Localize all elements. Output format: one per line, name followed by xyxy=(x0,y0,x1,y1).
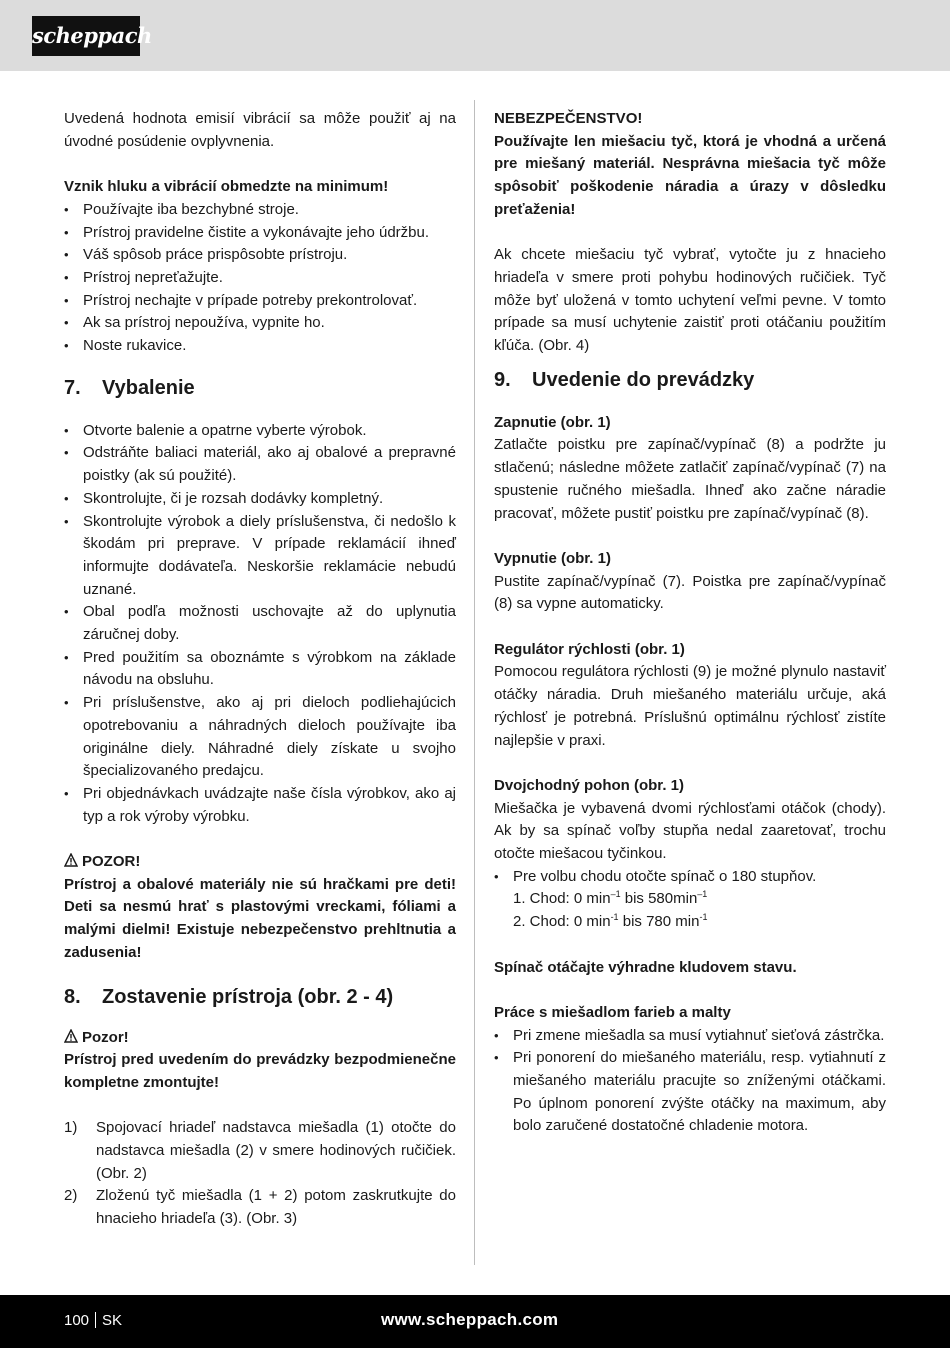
off-text: Pustite zapínač/vypínač (7). Poistka pre zapínač/vypínač (8) sa vypne automaticky. xyxy=(494,572,886,613)
noise-list xyxy=(64,199,456,358)
brand-logo: scheppach xyxy=(32,16,140,56)
list-item: • Otvorte balenie a opatrne vyberte výrobok. xyxy=(64,420,456,443)
gear-unit-sup: -1 xyxy=(610,912,619,923)
website-link[interactable]: www.scheppach.com xyxy=(381,1310,559,1329)
step-number: 1) xyxy=(64,1119,78,1137)
assembly-steps xyxy=(64,1117,456,1231)
danger-text: Používajte len miešaciu tyč, ktorá je vhodná a určená pre miešaný materiál. Nesprávna miešacia tyč môže spôsobiť poškodenie náradia a úrazy v dôsledku preťaženia! xyxy=(494,132,886,218)
page-separator xyxy=(95,1312,96,1328)
unpack-list xyxy=(64,420,456,829)
off-heading: Vypnutie (obr. 1) xyxy=(494,549,611,567)
gear-1-text: 1. Chod: 0 min xyxy=(513,890,611,908)
list-item xyxy=(64,1185,456,1230)
list-item: • Pri ponorení do miešaného materiálu, resp. vytiahnutí z miešaného materiálu pracujte so zníženými otáčkami. Po úplnom ponorení zvýšte otáčky na maximum, aby bolo zaručené dostatočné chladenie motora. xyxy=(494,1047,886,1138)
footer-bar xyxy=(0,1295,950,1348)
speed-text: Pomocou regulátora rýchlosti (9) je možné plynulo nastaviť otáčky náradia. Druh miešaného materiálu určuje, aká rýchlosť je potrebná. Príslušnú optimálnu rýchlosť zistíte najlepšie v praxi. xyxy=(494,663,886,749)
right-column xyxy=(494,108,886,1138)
step-number: 2) xyxy=(64,1187,78,1205)
list-item: • Pri príslušenstve, ako aj pri dieloch podliehajúcich opotrebovaniu a náhradných dieloch používajte iba originálne diely. Náhradné diely získate u svojho špecializovaného predajcu. xyxy=(64,692,456,783)
drive-heading: Dvojchodný pohon (obr. 1) xyxy=(494,776,684,794)
danger-label: NEBEZPEČENSTVO! xyxy=(494,110,643,127)
list-item: • Pri objednávkach uvádzajte naše čísla výrobkov, ako aj typ a rok výroby výrobku. xyxy=(64,783,456,828)
caution2-text: Prístroj pred uvedením do prevádzky bezpodmienečne kompletne zmontujte! xyxy=(64,1051,456,1091)
caution2-heading xyxy=(64,1027,456,1050)
list-item xyxy=(64,1117,456,1185)
gear-2-line xyxy=(494,911,886,934)
page-indicator xyxy=(64,1310,122,1332)
section-9-heading xyxy=(494,368,886,392)
remove-text: Ak chcete miešaciu tyč vybrať, vytočte ju z hnacieho hriadeľa v smere proti pohybu hodinových ručičiek. Tyč môže byť uložená v tomto uchytení veľmi pevne. V tomto prípade sa musí uchytenie zaistiť proti otáčaniu použitím kľúča. (Obr. 4) xyxy=(494,246,886,355)
section-number: 9. xyxy=(494,368,511,391)
gear-unit-sup: –1 xyxy=(610,889,621,900)
list-item: • Skontrolujte, či je rozsah dodávky kompletný. xyxy=(64,488,456,511)
gear-1-range: bis 580min xyxy=(620,890,698,908)
section-title: Uvedenie do prevádzky xyxy=(532,368,755,391)
list-item: • Prístroj nechajte v prípade potreby prekontrolovať. xyxy=(64,290,456,313)
list-item: • Odstráňte baliaci materiál, ako aj obalové a prepravné poistky (ak sú použité). xyxy=(64,442,456,487)
step-text: Spojovací hriadeľ nadstavca miešadla (1) otočte do nadstavca miešadla (2) v smere hodinových ručičiek. (Obr. 2) xyxy=(96,1119,456,1182)
gear-1-line xyxy=(494,888,886,911)
section-title: Zostavenie prístroja (obr. 2 - 4) xyxy=(102,985,394,1008)
on-text: Zatlačte poistku pre zapínač/vypínač (8) a podržte ju stlačenú; následne môžete zatlačiť zapínač/vypínač (7) na spustenie ručného miešadla. Ihneď ako začne náradie pracovať, môžete pustiť poistku pre zapínač/vypínač (8). xyxy=(494,436,886,522)
language-code: SK xyxy=(102,1312,123,1329)
list-item: • Noste rukavice. xyxy=(64,335,456,358)
section-number: 8. xyxy=(64,985,81,1008)
noise-heading: Vznik hluku a vibrácií obmedzte na minimum! xyxy=(64,178,389,196)
caution-text: Prístroj a obalové materiály nie sú hračkami pre deti! Deti sa nesmú hrať s plastovými vreckami, fóliami a malými dielmi! Existuje nebezpečenstvo prehltnutia a zadusenia! xyxy=(64,875,456,961)
list-item: • Prístroj nepreťažujte. xyxy=(64,267,456,290)
caution-heading xyxy=(64,851,456,874)
list-item: • Váš spôsob práce prispôsobte prístroju. xyxy=(64,244,456,267)
list-item: • Obal podľa možnosti uschovajte až do uplynutia záručnej doby. xyxy=(64,601,456,646)
warning-triangle-icon xyxy=(64,1029,78,1043)
warning-triangle-icon xyxy=(64,853,78,867)
list-item: • Prístroj pravidelne čistite a vykonávajte jeho údržbu. xyxy=(64,222,456,245)
list-item: • Používajte iba bezchybné stroje. xyxy=(64,199,456,222)
section-7-heading xyxy=(64,376,456,400)
gear-unit-sup: –1 xyxy=(697,889,708,900)
list-item: • Skontrolujte výrobok a diely príslušenstva, či nedošlo k škodám pri preprave. V prípade reklamácií ihneď informujte dodávateľa. Neskoršie reklamácie nebudú uznané. xyxy=(64,511,456,602)
switch-note: Spínač otáčajte výhradne kludovem stavu. xyxy=(494,958,797,976)
on-heading: Zapnutie (obr. 1) xyxy=(494,413,611,431)
caution2-label: Pozor! xyxy=(82,1028,129,1046)
section-number: 7. xyxy=(64,376,81,399)
left-column xyxy=(64,108,456,1231)
column-divider xyxy=(474,100,475,1265)
list-item: • Pre volbu chodu otočte spínač o 180 stupňov. xyxy=(494,866,886,889)
speed-heading: Regulátor rýchlosti (obr. 1) xyxy=(494,640,685,658)
paint-list xyxy=(494,1025,886,1139)
page-number: 100 xyxy=(64,1312,90,1329)
section-8-heading xyxy=(64,985,456,1009)
caution-label: POZOR! xyxy=(82,853,141,871)
drive-text: Miešačka je vybavená dvomi rýchlosťami otáčok (chody). Ak by sa spínač voľby stupňa nedal zaaretovať, trochu otočte miešacou tyčinkou. xyxy=(494,799,886,863)
list-item: • Pri zmene miešadla sa musí vytiahnuť sieťová zástrčka. xyxy=(494,1025,886,1048)
drive-list xyxy=(494,866,886,889)
vibration-intro: Uvedená hodnota emisií vibrácií sa môže použiť aj na úvodné posúdenie ovplyvnenia. xyxy=(64,110,456,150)
header-bar xyxy=(0,0,950,71)
step-text: Zloženú tyč miešadla (1 + 2) potom zaskrutkujte do hnacieho hriadeľa (3). (Obr. 3) xyxy=(96,1187,456,1228)
list-item: • Ak sa prístroj nepoužíva, vypnite ho. xyxy=(64,312,456,335)
gear-2-text: 2. Chod: 0 min xyxy=(513,913,611,931)
paint-heading: Práce s miešadlom farieb a malty xyxy=(494,1003,731,1021)
section-title: Vybalenie xyxy=(102,376,195,399)
list-item: • Pred použitím sa oboznámte s výrobkom na základe návodu na obsluhu. xyxy=(64,647,456,692)
gear-unit-sup: -1 xyxy=(699,912,708,923)
gear-2-range: bis 780 min xyxy=(618,913,700,931)
